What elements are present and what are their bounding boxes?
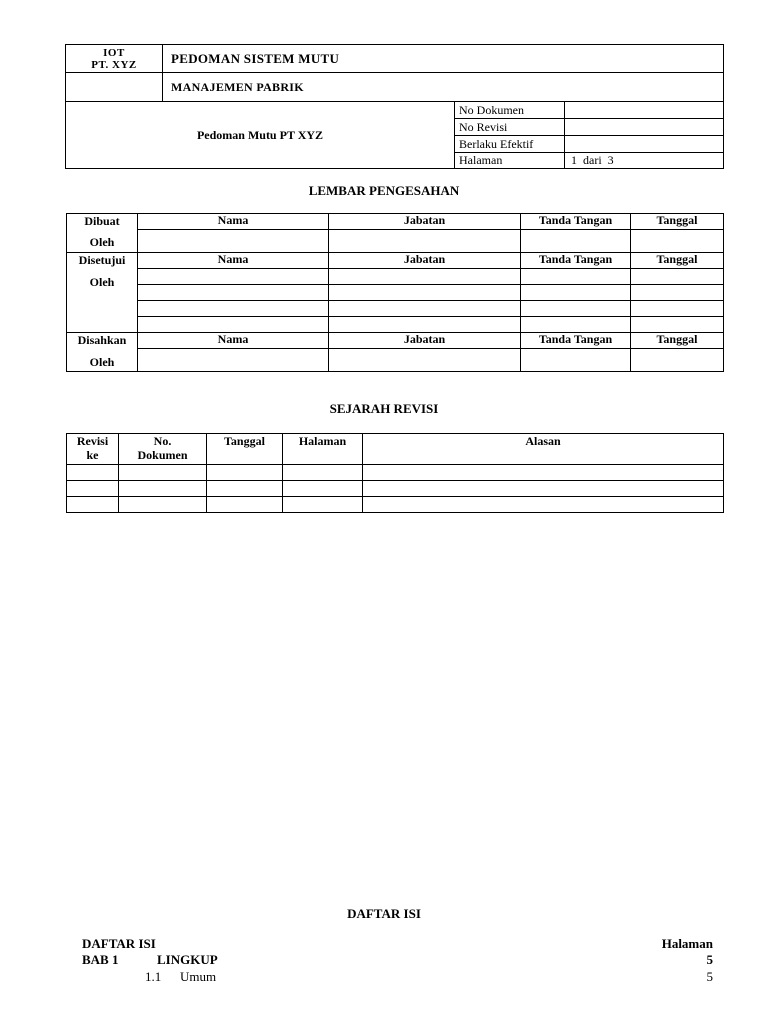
group-label-line2: Oleh <box>89 235 115 249</box>
meta-value <box>565 119 724 136</box>
header-line2: Dokumen <box>137 448 188 462</box>
column-header-no-dokumen <box>119 434 207 465</box>
approval-cell <box>329 230 521 253</box>
document-subtitle: MANAJEMEN PABRIK <box>163 73 724 102</box>
approval-group-label <box>67 333 138 372</box>
revision-cell <box>207 481 283 497</box>
approval-cell <box>329 317 521 333</box>
approval-cell <box>631 230 724 253</box>
column-header-tanda-tangan: Tanda Tangan <box>521 333 631 349</box>
revision-cell <box>363 481 724 497</box>
meta-label: Halaman <box>455 153 565 169</box>
approval-cell <box>329 301 521 317</box>
approval-cell <box>631 349 724 372</box>
approval-cell <box>329 269 521 285</box>
approval-cell <box>138 230 329 253</box>
header-line1: Tanggal <box>224 434 265 448</box>
column-header-tanggal: Tanggal <box>631 253 724 269</box>
revision-cell <box>67 481 119 497</box>
approval-cell <box>521 301 631 317</box>
revision-cell <box>119 497 207 513</box>
approval-cell <box>138 317 329 333</box>
approval-cell <box>521 230 631 253</box>
column-header-tanggal: Tanggal <box>631 214 724 230</box>
revision-cell <box>67 465 119 481</box>
approval-cell <box>631 285 724 301</box>
toc-header-left: DAFTAR ISI <box>82 936 156 951</box>
approval-table <box>66 213 724 372</box>
group-label-line2: Oleh <box>89 355 115 369</box>
approval-cell <box>631 301 724 317</box>
column-header-tanggal <box>207 434 283 465</box>
group-label-line1: Disahkan <box>77 333 127 347</box>
column-header-halaman <box>283 434 363 465</box>
column-header-jabatan: Jabatan <box>329 253 521 269</box>
approval-cell <box>138 301 329 317</box>
column-header-jabatan: Jabatan <box>329 333 521 349</box>
header-line2: ke <box>86 448 99 462</box>
approval-cell <box>631 317 724 333</box>
column-header-nama: Nama <box>138 253 329 269</box>
meta-label: No Revisi <box>455 119 565 136</box>
toc-entry-number: BAB 1 <box>82 952 119 967</box>
approval-cell <box>138 269 329 285</box>
group-label-line1: Dibuat <box>84 214 120 228</box>
approval-cell <box>521 349 631 372</box>
approval-group-label <box>67 214 138 253</box>
revision-cell <box>363 497 724 513</box>
toc-entry-label: LINGKUP <box>157 952 218 967</box>
revision-table <box>66 433 724 513</box>
meta-value <box>565 136 724 153</box>
approval-cell <box>138 349 329 372</box>
column-header-tanda-tangan: Tanda Tangan <box>521 253 631 269</box>
revision-cell <box>283 481 363 497</box>
document-title: PEDOMAN SISTEM MUTU <box>163 45 724 73</box>
header-line1: No. <box>153 434 172 448</box>
toc-title: DAFTAR ISI <box>347 906 421 921</box>
company-cell <box>66 45 163 73</box>
approval-cell <box>631 269 724 285</box>
revision-cell <box>283 497 363 513</box>
approval-cell <box>521 285 631 301</box>
column-header-alasan <box>363 434 724 465</box>
header-line1: Halaman <box>298 434 347 448</box>
header-line1: Alasan <box>525 434 561 448</box>
company-name: PT. XYZ <box>91 58 137 71</box>
column-header-jabatan: Jabatan <box>329 214 521 230</box>
approval-cell <box>521 269 631 285</box>
toc-entry-page: 5 <box>706 952 713 967</box>
header-blank-cell <box>66 73 163 102</box>
approval-title: LEMBAR PENGESAHAN <box>308 183 460 198</box>
toc-entry-number: 1.1 <box>145 969 162 984</box>
meta-label: Berlaku Efektif <box>455 136 565 153</box>
column-header-nama: Nama <box>138 333 329 349</box>
approval-cell <box>521 317 631 333</box>
toc-header-right: Halaman <box>661 936 713 951</box>
column-header-tanda-tangan: Tanda Tangan <box>521 214 631 230</box>
revision-cell <box>363 465 724 481</box>
meta-label: No Dokumen <box>455 102 565 119</box>
toc-entry-label: Umum <box>180 969 217 984</box>
revision-cell <box>119 481 207 497</box>
header-line1: Revisi <box>76 434 109 448</box>
column-header-tanggal: Tanggal <box>631 333 724 349</box>
document-name: Pedoman Mutu PT XYZ <box>66 102 455 169</box>
group-label-line2: Oleh <box>89 275 115 289</box>
revision-cell <box>207 465 283 481</box>
revision-cell <box>283 465 363 481</box>
meta-value: 1 dari 3 <box>565 153 724 169</box>
approval-cell <box>329 349 521 372</box>
approval-group-label <box>67 253 138 333</box>
revision-cell <box>119 465 207 481</box>
company-code: IOT <box>103 46 125 59</box>
revision-title: SEJARAH REVISI <box>329 401 439 416</box>
column-header-nama: Nama <box>138 214 329 230</box>
approval-cell <box>138 285 329 301</box>
meta-value <box>565 102 724 119</box>
approval-cell <box>329 285 521 301</box>
group-label-line1: Disetujui <box>78 253 126 267</box>
toc-entry-page: 5 <box>706 969 713 984</box>
revision-cell <box>67 497 119 513</box>
column-header-revisi <box>67 434 119 465</box>
document-header <box>65 44 724 169</box>
revision-cell <box>207 497 283 513</box>
